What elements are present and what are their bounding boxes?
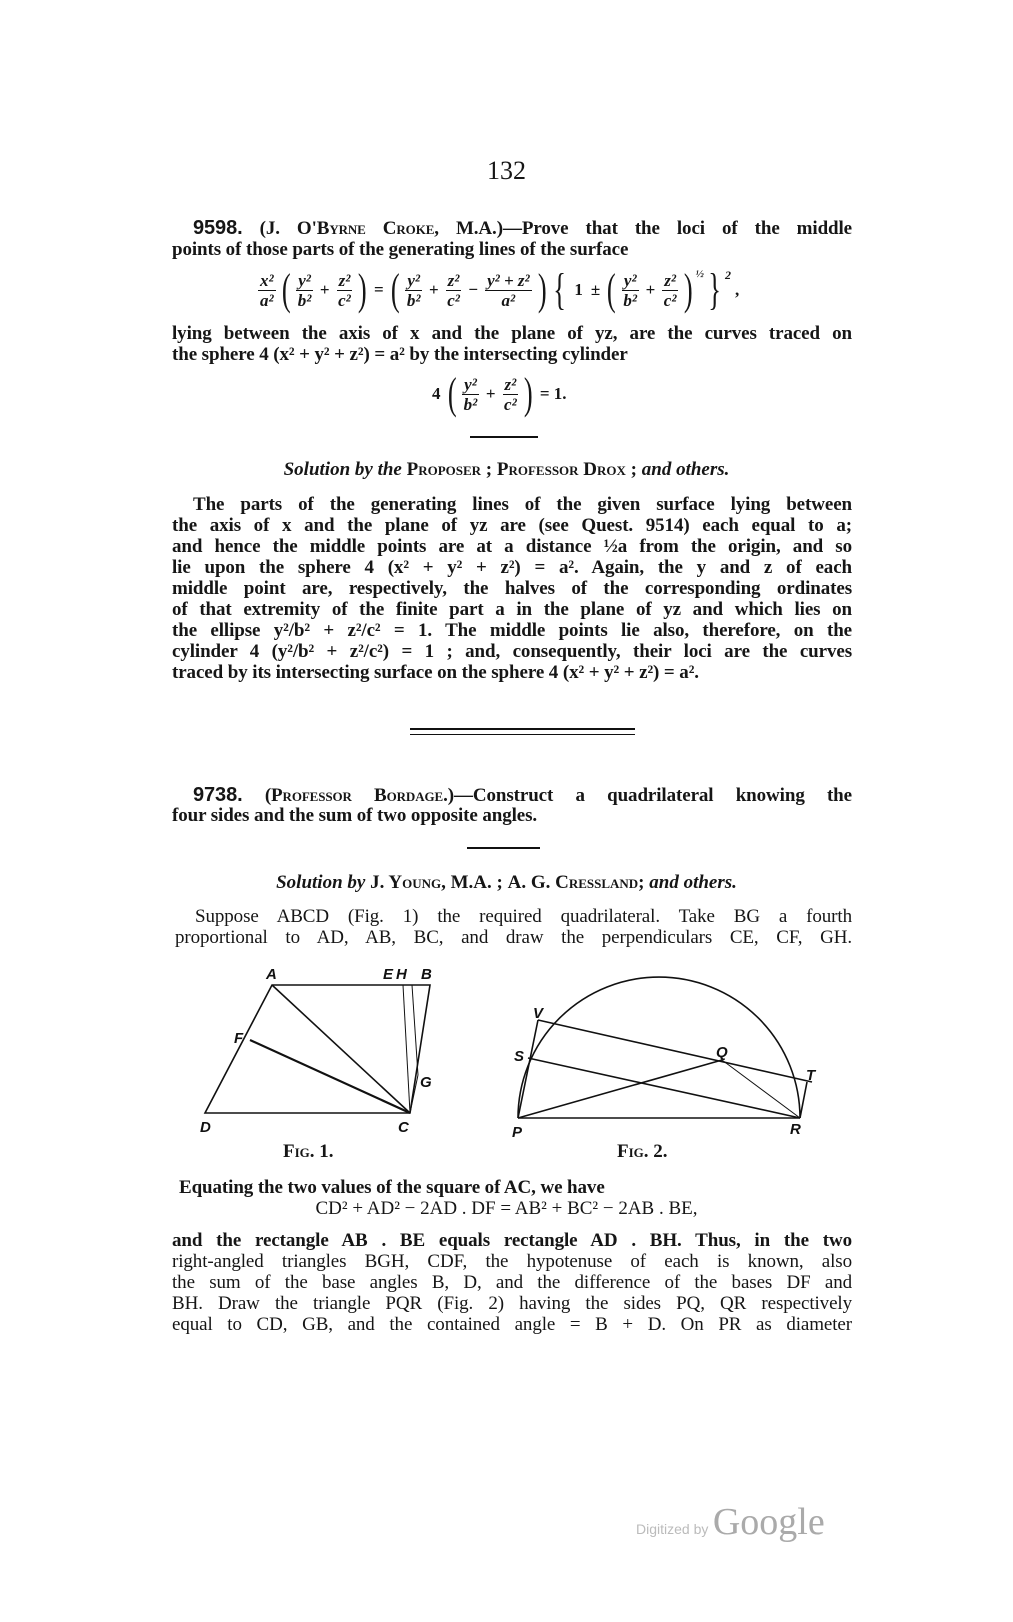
fig1-label-e: E [383,966,394,983]
figure-1 [205,985,430,1113]
segment-pv [518,1020,538,1118]
digitized-by-google-watermark: Digitized by Google [636,1501,825,1543]
question-text: —Prove that the loci of the middle [502,218,853,239]
fig1-label-d: D [200,1119,211,1136]
segment-gc [410,1075,418,1113]
solution-credit: Solution by the Proposer ; Professor Drox ; and others. [283,459,730,480]
intro-line: proportional to AD, AB, BC, and draw the perpendiculars CE, CF, GH. [175,927,852,948]
side-pq [518,1060,722,1118]
perpendicular-gh [412,985,418,1075]
fig2-label-p: P [512,1124,523,1141]
fig1-label-g: G [420,1074,432,1091]
body-line: of that extremity of the finite part a in the plane of yz and which lies on [172,599,852,620]
fig2-label-v: V [533,1005,544,1022]
equation: CD² + AD² − 2AD . DF = AB² + BC² − 2AB . BE, [315,1198,698,1219]
fig2-label-s: S [514,1048,525,1065]
question-number: 9738. [193,784,243,806]
body-line: traced by its intersecting surface on the sphere 4 (x² + y² + z²) = a². [172,662,699,683]
question-number: 9598. [193,217,243,239]
body-line: the ellipse y²/b² + z²/c² = 1. The middle points lie also, therefore, on the [172,620,852,641]
q9598-line-2: points of those parts of the generating lines of the surface [172,239,629,260]
fig1-label-h: H [396,966,407,983]
body-line: lie upon the sphere 4 (x² + y² + z²) = a². Again, the y and z of each [172,557,852,578]
intro-line: Suppose ABCD (Fig. 1) the required quadrilateral. Take BG a fourth [195,906,852,927]
question-author: (J. O'Byrne Croke, M.A.) [259,218,503,239]
body-line: the axis of x and the plane of yz are (see Quest. 9514) each equal to a; [172,515,852,536]
perpendicular-cf [250,1040,410,1113]
body-line: middle point are, respectively, the halves of the corresponding ordinates [172,578,852,599]
fig1-label-b: B [421,966,432,983]
cylinder-equation: 4 ( $\frac{\text{y²}}{\text{b²}}$ + $\frac{\text{z²}}{\text{c²}}$ ) = 1. [432,369,567,418]
question-author: (Professor Bordage.) [264,785,454,806]
q9598-line-4: the sphere 4 (x² + y² + z²) = a² by the intersecting cylinder [172,344,628,365]
page-number: 132 [487,156,526,185]
figure-2 [518,977,812,1118]
fig1-label-a: A [266,966,277,983]
body-line: and the rectangle AB . BE equals rectangle AD . BH. Thus, in the two [172,1230,852,1251]
q9738-line-2: four sides and the sum of two opposite angles. [172,805,538,826]
body-line: BH. Draw the triangle PQR (Fig. 2) having the sides PQ, QR respectively [172,1293,852,1314]
segment-rt [800,1082,807,1118]
fig1-label-c: C [398,1119,409,1136]
body-line: the sum of the base angles B, D, and the difference of the bases DF and [172,1272,852,1293]
q9598-line-3: lying between the axis of x and the plane of yz, are the curves traced on [172,323,852,344]
fig1-caption: Fig. 1. [283,1141,334,1162]
fig2-label-t: T [806,1067,816,1084]
surface-equation: $\frac{\text{x²}}{\text{a²}}$ ( $\frac{\text{y²}}{\text{b²}}$ + $\frac{\text{z²}}{\text{c²}}$ ) = ( $\frac{\text{y²}}{\text{b²}}$ + $\frac{\text{z²}}{\text{c²}}$ − $\frac{\text{y² + z²}}{\text{a²}}$ ) { 1 ± ( $\frac{\text{y²}}{\text{b²}}$ + $\frac{\text{z²}}{\text{c²}}$ ) $^{\frac{1}{2}}$ } $^2$ , [260,265,740,314]
body-line: and hence the middle points are at a distance ½a from the origin, and so [172,536,852,557]
body-line: equal to CD, GB, and the contained angle = B + D. On PR as diameter [172,1314,852,1335]
fig2-label-r: R [790,1121,801,1138]
fig1-label-f: F [234,1030,244,1047]
body-line: cylinder 4 (y²/b² + z²/c²) = 1 ; and, consequently, their loci are the curves [172,641,852,662]
diagonal-ac [272,985,410,1113]
body-line: right-angled triangles BGH, CDF, the hypotenuse of each is known, also [172,1251,852,1272]
body-line: The parts of the generating lines of the given surface lying between [193,494,852,515]
quadrilateral-abcd [205,985,430,1113]
equating-line: Equating the two values of the square of AC, we have [179,1177,605,1198]
fig2-caption: Fig. 2. [617,1141,668,1162]
perpendicular-ce [403,985,410,1113]
question-text: —Construct a quadrilateral knowing the [453,785,852,806]
fig2-label-q: Q [716,1044,728,1061]
solution-credit: Solution by J. Young, M.A. ; A. G. Cressland; and others. [276,872,737,893]
